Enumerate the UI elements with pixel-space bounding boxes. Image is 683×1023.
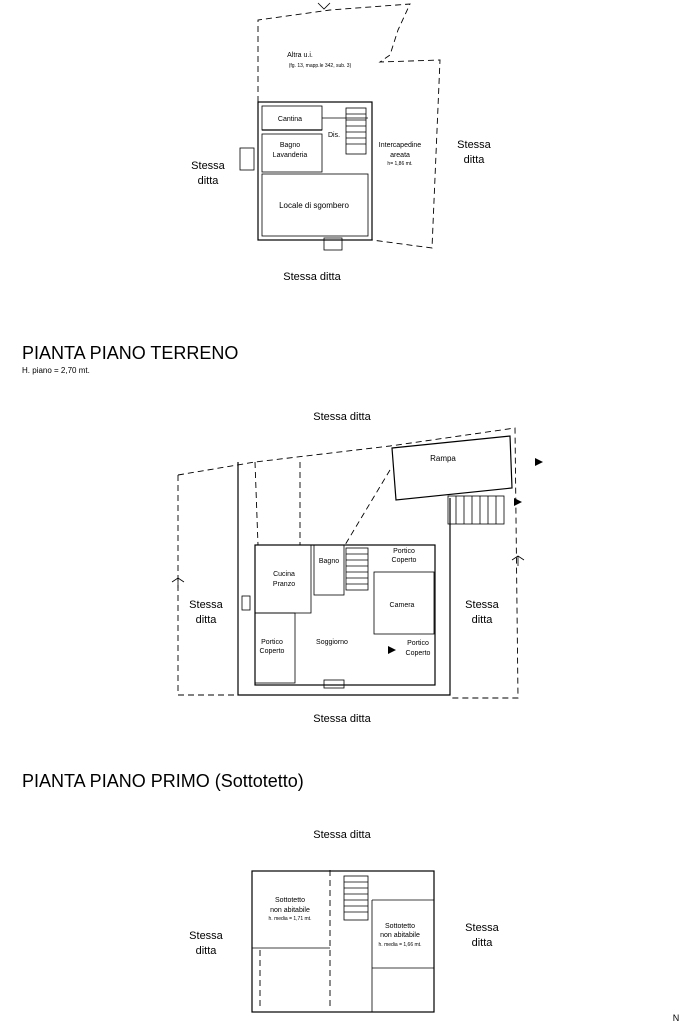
label-dis: Dis. (327, 132, 341, 139)
right-section-marker (512, 556, 524, 566)
label-sott-l-2: non abitabile (270, 907, 310, 914)
ground-floor-title: PIANTA PIANO TERRENO (22, 343, 239, 363)
left-section-marker (172, 578, 184, 588)
ground-window-left (242, 596, 250, 610)
ground-lot-boundary (178, 475, 238, 695)
label-sott-r-2: non abitabile (380, 932, 420, 939)
basement-right-neighbor-1: Stessa (457, 139, 491, 151)
basement-left-neighbor-2: ditta (197, 175, 219, 187)
label-portico-br-1: Portico (407, 640, 429, 647)
first-left-neighbor-1: Stessa (189, 930, 223, 942)
label-cucina-1: Cucina (273, 571, 295, 578)
basement-bottom-neighbor: Stessa ditta (283, 271, 341, 283)
ground-floor-height: H. piano = 2,70 mt. (22, 366, 90, 375)
ramp-outline (392, 436, 512, 500)
external-steps (448, 496, 504, 524)
basement-right-neighbor-2: ditta (463, 154, 485, 166)
first-left-neighbor-2: ditta (195, 945, 217, 957)
ground-window-bottom (324, 680, 344, 688)
ground-dashed-links (255, 462, 390, 545)
label-portico-br-2: Coperto (405, 650, 431, 657)
label-portico-tr-1: Portico (393, 548, 415, 555)
basement-stairs (346, 108, 366, 154)
label-bagno-2: Lavanderia (272, 152, 308, 159)
attic-stairs (344, 876, 368, 920)
first-right-neighbor-2: ditta (471, 937, 493, 949)
basement-left-neighbor-1: Stessa (191, 160, 225, 172)
label-intercapedine-1: Intercapedine (378, 142, 422, 149)
entrance-arrow-mid (514, 498, 522, 506)
label-camera: Camera (389, 602, 415, 609)
first-top-neighbor: Stessa ditta (313, 829, 371, 841)
attic-dashed-lines (260, 870, 330, 1010)
ground-right-neighbor-1: Stessa (465, 599, 499, 611)
ground-lot-top (178, 428, 518, 698)
basement-window-left (240, 148, 254, 170)
label-soggiorno: Soggiorno (316, 639, 348, 646)
label-rampa: Rampa (430, 454, 456, 463)
label-bagno: Bagno (318, 558, 340, 565)
basement-plan (240, 3, 440, 250)
ground-left-neighbor-2: ditta (195, 614, 217, 626)
label-sott-r-1: Sottotetto (385, 923, 415, 930)
ground-bottom-neighbor: Stessa ditta (313, 713, 371, 725)
label-bagno-1: Bagno (279, 142, 301, 149)
ground-top-neighbor: Stessa ditta (313, 411, 371, 423)
label-altra-ui: Altra u.i. (287, 52, 313, 59)
house-walls (255, 545, 435, 685)
ground-left-neighbor-1: Stessa (189, 599, 223, 611)
bagno-outline (314, 545, 344, 595)
label-sott-l-h: h. media = 1,71 mt. (268, 916, 312, 922)
label-portico-tr-2: Coperto (391, 557, 417, 564)
cucina-outline (255, 545, 311, 613)
north-marker-top (318, 3, 330, 9)
label-portico-l-1: Portico (261, 639, 283, 646)
label-cucina-2: Pranzo (272, 581, 296, 588)
north-label: N (672, 1013, 680, 1023)
label-intercapedine-2: areata (390, 152, 410, 159)
label-intercapedine-h: h= 1,86 mt. (387, 161, 413, 167)
label-sgombero: Locale di sgombero (279, 201, 349, 210)
entrance-arrow-top (535, 458, 543, 466)
label-portico-l-2: Coperto (259, 648, 285, 655)
first-plan (252, 870, 434, 1012)
label-cantina: Cantina (277, 116, 303, 123)
first-right-neighbor-1: Stessa (465, 922, 499, 934)
label-altra-ui-ref: (fg. 13, mapp.le 342, sub. 3) (288, 63, 352, 69)
first-floor-title: PIANTA PIANO PRIMO (Sottotetto) (22, 771, 304, 791)
entrance-arrow-bottom (388, 646, 396, 654)
label-sott-r-h: h. media = 1,66 mt. (378, 942, 422, 948)
label-sott-l-1: Sottotetto (275, 897, 305, 904)
ground-plan (172, 428, 543, 698)
ground-right-neighbor-2: ditta (471, 614, 493, 626)
ground-stairs (346, 548, 368, 590)
basement-walls (258, 102, 372, 240)
